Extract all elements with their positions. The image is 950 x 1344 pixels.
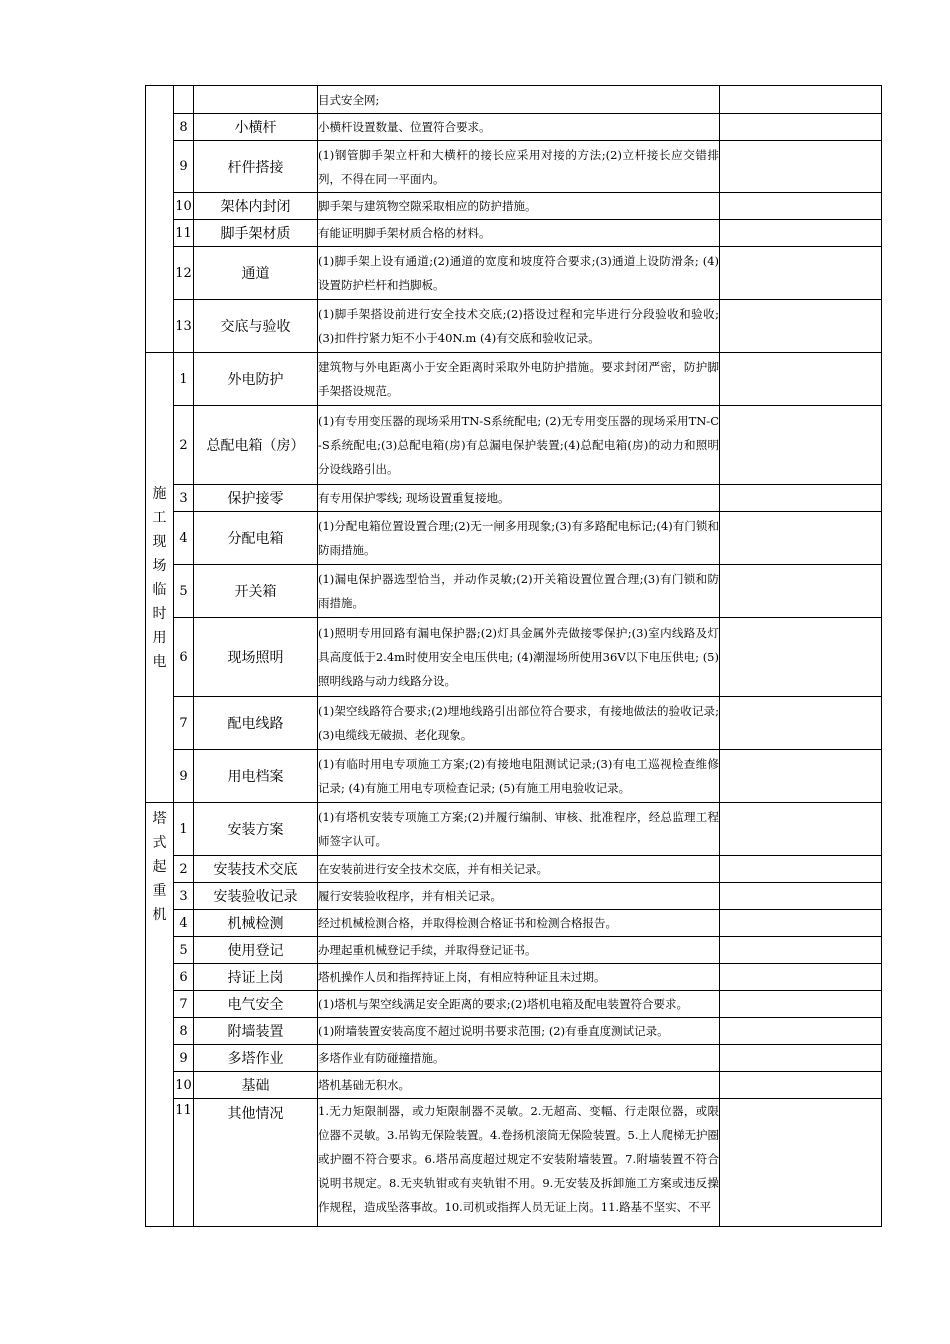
result-cell (720, 86, 882, 114)
result-cell (720, 141, 882, 193)
table-row (146, 247, 882, 300)
result-cell (720, 247, 882, 300)
item-name: 用电档案 (194, 750, 318, 803)
item-number: 8 (174, 114, 194, 141)
item-requirement: 有专用保护零线; 现场设置重复接地。 (318, 485, 720, 512)
result-cell (720, 300, 882, 353)
item-name: 分配电箱 (194, 512, 318, 565)
item-number (174, 86, 194, 114)
table-row (146, 485, 882, 512)
result-cell (720, 565, 882, 618)
table-row (146, 353, 882, 406)
table-row (146, 697, 882, 750)
item-number: 7 (174, 991, 194, 1018)
item-requirement: (1)有塔机安装专项施工方案;(2)并履行编制、审核、批准程序，经总监理工程师签字认可。 (318, 803, 720, 856)
item-requirement: (1)架空线路符合要求;(2)埋地线路引出部位符合要求，有接地做法的验收记录; (3)电缆线无破损、老化现象。 (318, 697, 720, 750)
table-row (146, 991, 882, 1018)
item-number: 10 (174, 193, 194, 220)
item-number: 13 (174, 300, 194, 353)
item-number: 5 (174, 565, 194, 618)
item-requirement: (1)漏电保护器选型恰当，并动作灵敏;(2)开关箱设置位置合理;(3)有门锁和防雨措施。 (318, 565, 720, 618)
result-cell (720, 697, 882, 750)
item-requirement: 建筑物与外电距离小于安全距离时采取外电防护措施。要求封闭严密，防护脚手架搭设规范。 (318, 353, 720, 406)
table-row (146, 512, 882, 565)
item-name (194, 86, 318, 114)
item-number: 9 (174, 141, 194, 193)
table-row (146, 1045, 882, 1072)
result-cell (720, 618, 882, 697)
item-requirement: 在安装前进行安全技术交底，并有相关记录。 (318, 856, 720, 883)
item-name: 通道 (194, 247, 318, 300)
item-requirement: (1)脚手架搭设前进行安全技术交底;(2)搭设过程和完毕进行分段验收和验收; (3)扣件拧紧力矩不小于40N.m (4)有交底和验收记录。 (318, 300, 720, 353)
table-row (146, 1072, 882, 1099)
item-requirement: (1)附墙装置安装高度不超过说明书要求范围; (2)有垂直度测试记录。 (318, 1018, 720, 1045)
item-name: 小横杆 (194, 114, 318, 141)
table-row (146, 618, 882, 697)
item-requirement: (1)脚手架上设有通道;(2)通道的宽度和坡度符合要求;(3)通道上设防滑条; (4)设置防护栏杆和挡脚板。 (318, 247, 720, 300)
inspection-table-sheet (145, 85, 882, 1227)
item-name: 架体内封闭 (194, 193, 318, 220)
result-cell (720, 937, 882, 964)
item-name: 配电线路 (194, 697, 318, 750)
item-requirement: (1)有临时用电专项施工方案;(2)有接地电阻测试记录;(3)有电工巡视检查维修记录; (4)有施工用电专项检查记录; (5)有施工用电验收记录。 (318, 750, 720, 803)
table-row (146, 1099, 882, 1227)
result-cell (720, 750, 882, 803)
table-row (146, 565, 882, 618)
item-requirement: 塔机操作人员和指挥持证上岗，有相应特种证且未过期。 (318, 964, 720, 991)
result-cell (720, 406, 882, 485)
item-number: 2 (174, 406, 194, 485)
table-row (146, 750, 882, 803)
result-cell (720, 1045, 882, 1072)
item-name: 现场照明 (194, 618, 318, 697)
table-row (146, 910, 882, 937)
table-row (146, 406, 882, 485)
result-cell (720, 991, 882, 1018)
item-name: 基础 (194, 1072, 318, 1099)
table-row (146, 856, 882, 883)
table-row (146, 937, 882, 964)
item-number: 12 (174, 247, 194, 300)
table-row (146, 220, 882, 247)
table-row (146, 193, 882, 220)
table-row (146, 883, 882, 910)
result-cell (720, 1018, 882, 1045)
item-name: 杆件搭接 (194, 141, 318, 193)
item-number: 3 (174, 485, 194, 512)
result-cell (720, 1072, 882, 1099)
table-row (146, 300, 882, 353)
result-cell (720, 193, 882, 220)
item-name: 其他情况 (194, 1099, 318, 1227)
item-name: 电气安全 (194, 991, 318, 1018)
category-cell-scaffold (146, 86, 174, 353)
item-number: 1 (174, 803, 194, 856)
item-number: 8 (174, 1018, 194, 1045)
item-name: 附墙装置 (194, 1018, 318, 1045)
item-number: 9 (174, 1045, 194, 1072)
item-requirement: 办理起重机械登记手续，并取得登记证书。 (318, 937, 720, 964)
item-name: 安装验收记录 (194, 883, 318, 910)
result-cell (720, 1099, 882, 1227)
item-number: 6 (174, 618, 194, 697)
item-name: 使用登记 (194, 937, 318, 964)
item-requirement: (1)钢管脚手架立杆和大横杆的接长应采用对接的方法;(2)立杆接长应交错排列，不得在同一平面内。 (318, 141, 720, 193)
result-cell (720, 803, 882, 856)
inspection-table (145, 85, 882, 1227)
result-cell (720, 910, 882, 937)
item-number: 10 (174, 1072, 194, 1099)
item-number: 1 (174, 353, 194, 406)
result-cell (720, 512, 882, 565)
item-requirement: 多塔作业有防碰撞措施。 (318, 1045, 720, 1072)
result-cell (720, 220, 882, 247)
item-requirement: 经过机械检测合格，并取得检测合格证书和检测合格报告。 (318, 910, 720, 937)
result-cell (720, 964, 882, 991)
item-name: 安装方案 (194, 803, 318, 856)
item-name: 脚手架材质 (194, 220, 318, 247)
item-requirement: (1)有专用变压器的现场采用TN-S系统配电; (2)无专用变压器的现场采用TN-C-S系统配电;(3)总配电箱(房)有总漏电保护装置;(4)总配电箱(房)的动力和照明分设线路引出。 (318, 406, 720, 485)
item-requirement: 塔机基础无积水。 (318, 1072, 720, 1099)
item-name: 交底与验收 (194, 300, 318, 353)
result-cell (720, 856, 882, 883)
item-requirement: 目式安全网; (318, 86, 720, 114)
item-number: 11 (174, 1099, 194, 1227)
item-name: 持证上岗 (194, 964, 318, 991)
item-requirement: 脚手架与建筑物空隙采取相应的防护措施。 (318, 193, 720, 220)
table-row (146, 1018, 882, 1045)
item-name: 开关箱 (194, 565, 318, 618)
category-cell-temporary-electricity: 施工现场临时用电 (146, 353, 174, 803)
item-number: 11 (174, 220, 194, 247)
item-name: 安装技术交底 (194, 856, 318, 883)
item-number: 4 (174, 910, 194, 937)
item-number: 4 (174, 512, 194, 565)
item-number: 3 (174, 883, 194, 910)
item-requirement: (1)照明专用回路有漏电保护器;(2)灯具金属外壳做接零保护;(3)室内线路及灯具高度低于2.4m时使用安全电压供电; (4)潮湿场所使用36V以下电压供电; (5)照明线路与动力线路分设。 (318, 618, 720, 697)
item-requirement: 有能证明脚手架材质合格的材料。 (318, 220, 720, 247)
item-name: 多塔作业 (194, 1045, 318, 1072)
item-number: 6 (174, 964, 194, 991)
item-name: 总配电箱（房） (194, 406, 318, 485)
item-number: 7 (174, 697, 194, 750)
table-row (146, 114, 882, 141)
item-name: 保护接零 (194, 485, 318, 512)
result-cell (720, 883, 882, 910)
item-name: 机械检测 (194, 910, 318, 937)
item-number: 5 (174, 937, 194, 964)
table-row (146, 964, 882, 991)
result-cell (720, 485, 882, 512)
item-requirement: 小横杆设置数量、位置符合要求。 (318, 114, 720, 141)
item-name: 外电防护 (194, 353, 318, 406)
result-cell (720, 353, 882, 406)
table-row (146, 141, 882, 193)
item-requirement: 履行安装验收程序，并有相关记录。 (318, 883, 720, 910)
item-number: 2 (174, 856, 194, 883)
item-requirement: (1)塔机与架空线满足安全距离的要求;(2)塔机电箱及配电装置符合要求。 (318, 991, 720, 1018)
table-row (146, 86, 882, 114)
item-number: 9 (174, 750, 194, 803)
item-requirement: 1.无力矩限制器，或力矩限制器不灵敏。2.无超高、变幅、行走限位器，或限位器不灵敏。3.吊钩无保险装置。4.卷扬机滚筒无保险装置。5.上人爬梯无护圈或护圈不符合要求。6.塔吊高度超过规定不安装附墙装置。7.附墙装置不符合说明书规定。8.无夹轨钳或有夹轨钳不用。9.无安装及拆卸施工方案或违反操作规程，造成坠落事故。10.司机或指挥人员无证上岗。11.路基不坚实、不平 (318, 1099, 720, 1227)
result-cell (720, 114, 882, 141)
table-row (146, 803, 882, 856)
item-requirement: (1)分配电箱位置设置合理;(2)无一闸多用现象;(3)有多路配电标记;(4)有门锁和防雨措施。 (318, 512, 720, 565)
category-cell-tower-crane: 塔式起重机 (146, 803, 174, 1227)
